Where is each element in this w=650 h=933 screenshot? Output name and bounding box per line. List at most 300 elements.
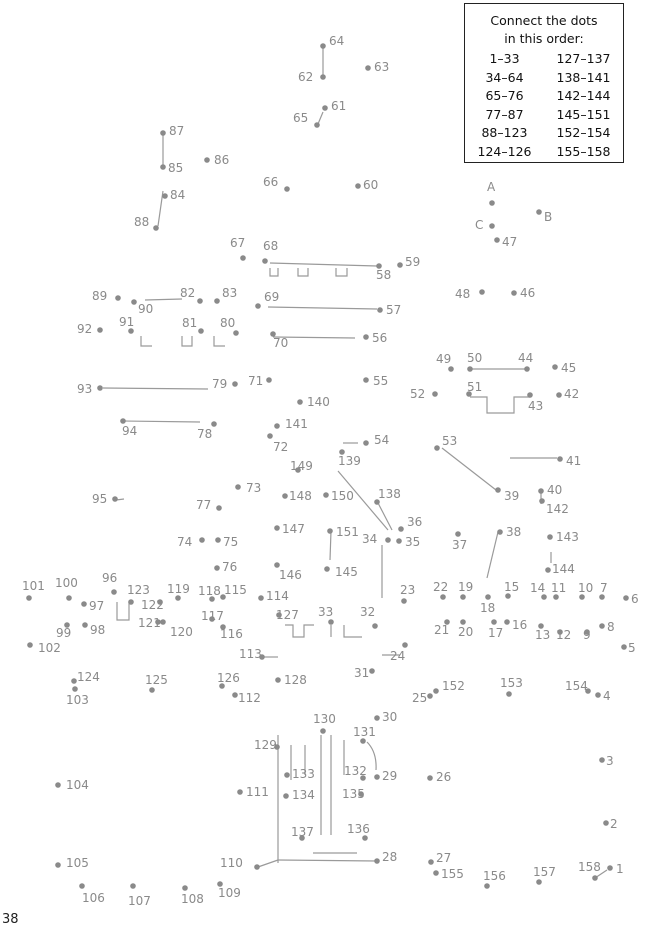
dot-marker: [160, 164, 166, 170]
dot-label: 14: [530, 581, 546, 595]
dot-label: 113: [239, 647, 262, 661]
dot-label: 146: [279, 568, 302, 582]
dot-label: 13: [535, 628, 551, 642]
dot-32: [360, 605, 378, 629]
dot-marker: [484, 883, 490, 889]
dot-label: 58: [376, 268, 392, 282]
dot-label: 108: [181, 892, 204, 906]
dot-marker: [432, 391, 438, 397]
dot-marker: [111, 589, 117, 595]
dot-label: 56: [372, 331, 388, 345]
dot-marker: [66, 595, 72, 601]
dot-marker: [556, 392, 562, 398]
dot-27: [428, 851, 451, 865]
dot-61: [322, 99, 346, 113]
dot-83: [214, 286, 237, 304]
dot-label: 107: [128, 894, 151, 908]
dot-30: [374, 710, 397, 724]
segment: [470, 397, 530, 413]
segment: [103, 388, 208, 389]
dot-147: [274, 522, 305, 536]
dot-86: [204, 153, 229, 167]
dot-marker: [240, 255, 246, 261]
dot-124: [71, 670, 100, 684]
dot-label: 97: [89, 599, 105, 613]
dot-137: [291, 825, 314, 841]
dot-label: 141: [285, 417, 308, 431]
dot-marker: [491, 619, 497, 625]
range-row: [465, 143, 623, 162]
dot-label: 155: [441, 867, 464, 881]
dot-15: [504, 580, 519, 599]
dot-marker: [274, 423, 280, 429]
dot-156: [483, 869, 506, 889]
dot-marker: [552, 364, 558, 370]
dot-label: 156: [483, 869, 506, 883]
dot-92: [77, 322, 103, 336]
dot-22: [433, 580, 448, 600]
dot-label: 64: [329, 34, 345, 48]
dot-label: 132: [344, 764, 367, 778]
dot-145: [324, 565, 358, 579]
range-cell: 138–141: [556, 69, 611, 85]
dot-marker: [547, 534, 553, 540]
dot-marker: [538, 488, 544, 494]
dot-label: 47: [502, 235, 518, 249]
range-cell: 34–64: [485, 69, 524, 85]
dot-72: [267, 433, 288, 454]
dot-20: [458, 619, 473, 639]
dot-93: [77, 382, 103, 396]
dot-66: [263, 175, 290, 192]
dot-68: [262, 239, 278, 264]
dot-69: [255, 290, 279, 309]
dot-98: [82, 622, 105, 637]
segment: [270, 268, 347, 276]
dot-label: 131: [353, 725, 376, 739]
dot-37: [452, 531, 467, 552]
dot-label: 25: [412, 691, 428, 705]
dot-48: [455, 287, 485, 301]
dot-label: 39: [504, 489, 520, 503]
dot-marker: [460, 594, 466, 600]
dot-24: [390, 642, 408, 663]
dot-marker: [275, 677, 281, 683]
dot-marker: [527, 392, 533, 398]
dot-label: 4: [603, 689, 611, 703]
dot-67: [230, 236, 246, 261]
dot-marker: [434, 445, 440, 451]
dot-label: 114: [266, 589, 289, 603]
dot-marker: [282, 493, 288, 499]
dots-layer: [22, 34, 639, 908]
dot-label: 17: [488, 626, 504, 640]
dot-36: [398, 515, 422, 532]
instructions-title-line: Connect the dots: [490, 13, 598, 28]
dot-marker: [365, 65, 371, 71]
dot-label: 80: [220, 316, 236, 330]
range-cell: 142–144: [556, 88, 611, 103]
dot-marker: [284, 186, 290, 192]
dot-marker: [182, 885, 188, 891]
dot-107: [128, 883, 151, 908]
dot-label: 48: [455, 287, 471, 301]
dot-marker: [120, 418, 126, 424]
dot-marker: [82, 622, 88, 628]
dot-118: [198, 584, 221, 602]
dot-label: A: [487, 180, 496, 194]
dot-label: 8: [607, 620, 615, 634]
dot-33: [318, 605, 334, 625]
dot-130: [313, 712, 336, 734]
dot-label: 45: [561, 361, 577, 375]
dot-64: [320, 34, 344, 49]
dot-152: [433, 679, 465, 694]
dot-10: [578, 581, 593, 600]
dot-149: [290, 459, 313, 473]
segment: [123, 421, 200, 422]
dot-marker: [197, 298, 203, 304]
dot-109: [217, 881, 241, 900]
dot-106: [79, 883, 105, 905]
dot-78: [197, 421, 217, 441]
dot-label: 70: [273, 336, 289, 350]
dot-label: 35: [405, 535, 421, 549]
dot-label: 24: [390, 649, 406, 663]
dot-99: [56, 622, 71, 640]
dot-58: [376, 263, 391, 282]
dot-6: [623, 592, 638, 606]
dot-label: 110: [220, 856, 243, 870]
dot-62: [298, 70, 326, 84]
dot-65: [293, 111, 320, 128]
dot-45: [552, 361, 576, 375]
dot-label: 105: [66, 856, 89, 870]
dot-label: 89: [92, 289, 108, 303]
dot-143: [547, 530, 579, 544]
dot-label: B: [544, 210, 553, 224]
dot-marker: [320, 74, 326, 80]
dot-label: 43: [528, 399, 544, 413]
dot-88: [134, 215, 159, 231]
dot-label: 66: [263, 175, 279, 189]
dot-marker: [433, 688, 439, 694]
dot-18: [480, 594, 495, 615]
dot-marker: [198, 328, 204, 334]
dot-label: 31: [354, 666, 370, 680]
dot-label: 143: [556, 530, 579, 544]
dot-marker: [115, 295, 121, 301]
dot-54: [363, 433, 389, 447]
dot-marker: [112, 496, 118, 502]
dot-label: 111: [246, 785, 269, 799]
dot-marker: [460, 619, 466, 625]
dot-marker: [27, 642, 33, 648]
dot-8: [599, 620, 614, 634]
range-row: [465, 69, 623, 88]
dot-marker: [603, 820, 609, 826]
dot-label: 158: [578, 860, 601, 874]
instructions-title-line: in this order:: [504, 31, 584, 46]
dot-49: [436, 352, 454, 372]
dot-82: [180, 286, 203, 304]
dot-label: 130: [313, 712, 336, 726]
dot-label: 126: [217, 671, 240, 685]
dot-59: [397, 255, 420, 269]
dot-label: 86: [214, 153, 230, 167]
dot-marker: [237, 789, 243, 795]
dot-125: [145, 673, 168, 693]
dot-84: [162, 188, 185, 202]
dot-label: 27: [436, 851, 452, 865]
dot-label: 93: [77, 382, 93, 396]
range-cell: 124–126: [477, 143, 532, 159]
dot-153: [500, 676, 523, 697]
dot-51: [466, 380, 482, 397]
dot-label: 147: [282, 522, 305, 536]
dot-81: [182, 316, 204, 334]
dot-28: [374, 850, 397, 864]
dot-138: [374, 487, 401, 505]
dot-marker: [467, 366, 473, 372]
dot-marker: [448, 366, 454, 372]
dot-122: [141, 598, 164, 612]
dot-76: [214, 560, 237, 574]
dot-25: [412, 691, 433, 705]
dot-marker: [595, 692, 601, 698]
dot-marker: [485, 594, 491, 600]
dot-label: 60: [363, 178, 379, 192]
dot-marker: [320, 728, 326, 734]
dot-144: [545, 562, 575, 576]
range-cell: 152–154: [556, 125, 611, 140]
dot-marker: [149, 687, 155, 693]
dot-label: 138: [378, 487, 401, 501]
dot-marker: [55, 782, 61, 788]
dot-label: 81: [182, 316, 198, 330]
dot-marker: [81, 601, 87, 607]
dot-label: 57: [386, 303, 402, 317]
dot-marker: [71, 678, 77, 684]
dot-marker: [324, 566, 330, 572]
dot-marker: [175, 595, 181, 601]
dot-label: 79: [212, 377, 228, 391]
dot-marker: [363, 334, 369, 340]
dot-marker: [355, 183, 361, 189]
dot-53: [434, 434, 457, 451]
dot-label: 65: [293, 111, 309, 125]
dot-label: 23: [400, 583, 416, 597]
dot-55: [363, 374, 388, 388]
dot-label: 20: [458, 625, 474, 639]
dot-label: 106: [82, 891, 105, 905]
dot-46: [511, 286, 535, 300]
dot-11: [551, 581, 566, 600]
dot-marker: [162, 193, 168, 199]
dot-marker: [323, 492, 329, 498]
segment: [487, 532, 498, 578]
dot-label: 90: [138, 302, 154, 316]
dot-label: 124: [77, 670, 100, 684]
dot-35: [396, 535, 420, 549]
dot-label: 18: [480, 601, 496, 615]
dot-marker: [131, 299, 137, 305]
segment: [330, 531, 331, 560]
dot-label: 19: [458, 580, 474, 594]
dot-42: [556, 387, 579, 401]
dot-label: 136: [347, 822, 370, 836]
dot-23: [400, 583, 415, 604]
dot-marker: [320, 43, 326, 49]
dot-label: 123: [127, 583, 150, 597]
dot-139: [338, 449, 361, 468]
dot-label: 116: [220, 627, 243, 641]
dot-155: [433, 867, 464, 881]
dot-label: 148: [289, 489, 312, 503]
dot-label: 94: [122, 424, 138, 438]
dot-103: [66, 686, 89, 707]
dot-108: [181, 885, 204, 906]
dot-marker: [160, 130, 166, 136]
dot-label: 33: [318, 605, 334, 619]
dot-marker: [592, 875, 598, 881]
range-cell: 155–158: [556, 143, 611, 159]
dot-63: [365, 60, 389, 74]
dot-label: 54: [374, 433, 390, 447]
dot-label: 15: [504, 580, 520, 594]
dot-label: 118: [198, 584, 221, 598]
dot-label: 142: [546, 502, 569, 516]
dot-label: 103: [66, 693, 89, 707]
dot-marker: [363, 440, 369, 446]
dot-87: [160, 124, 184, 138]
dot-label: 22: [433, 580, 449, 594]
dot-label: 95: [92, 492, 108, 506]
dot-marker: [397, 262, 403, 268]
dot-marker: [440, 594, 446, 600]
dot-label: 120: [170, 625, 193, 639]
range-cell: 65–76: [485, 88, 524, 103]
dot-13: [535, 623, 550, 642]
dot-157: [533, 865, 556, 885]
segment: [278, 860, 377, 861]
dot-34: [362, 532, 391, 546]
dot-3: [599, 754, 613, 768]
dot-5: [621, 641, 635, 655]
range-cell: 1–33: [489, 51, 520, 66]
dot-60: [355, 178, 378, 192]
dot-marker: [274, 525, 280, 531]
dot-marker: [214, 298, 220, 304]
dot-marker: [297, 399, 303, 405]
dot-104: [55, 778, 89, 792]
dot-label: 152: [442, 679, 465, 693]
dot-1: [607, 862, 623, 876]
dot-A: [487, 180, 496, 206]
dot-97: [81, 599, 104, 613]
dot-119: [167, 582, 190, 601]
dot-136: [347, 822, 370, 841]
dot-52: [410, 387, 438, 401]
dot-label: 37: [452, 538, 468, 552]
dot-label: 51: [467, 380, 483, 394]
dot-label: 133: [292, 767, 315, 781]
dot-112: [232, 691, 261, 705]
dot-label: 32: [360, 605, 376, 619]
dot-label: 29: [382, 769, 398, 783]
dot-marker: [216, 505, 222, 511]
dot-label: 53: [442, 434, 458, 448]
dot-148: [282, 489, 312, 503]
dot-label: 82: [180, 286, 196, 300]
segment: [318, 112, 323, 124]
range-cell: 77–87: [485, 106, 524, 122]
range-row: [465, 50, 623, 69]
dot-label: 144: [552, 562, 575, 576]
dot-label: 109: [218, 886, 241, 900]
dot-label: 38: [506, 525, 522, 539]
dot-label: 63: [374, 60, 390, 74]
dot-label: 102: [38, 641, 61, 655]
instructions-range-table: [465, 50, 623, 161]
dot-label: 61: [331, 99, 347, 113]
dot-31: [354, 666, 375, 680]
dot-label: 151: [336, 525, 359, 539]
dot-label: 137: [291, 825, 314, 839]
dot-129: [254, 738, 280, 752]
dot-marker: [327, 528, 333, 534]
dot-label: 74: [177, 535, 193, 549]
dot-label: 26: [436, 770, 452, 784]
dot-marker: [128, 328, 134, 334]
dot-marker: [599, 623, 605, 629]
dot-marker: [495, 487, 501, 493]
dot-71: [248, 374, 272, 388]
dot-label: 157: [533, 865, 556, 879]
dot-marker: [427, 775, 433, 781]
dot-marker: [433, 870, 439, 876]
dot-marker: [274, 562, 280, 568]
dot-9: [583, 628, 591, 642]
dot-label: 34: [362, 532, 378, 546]
dot-label: 104: [66, 778, 89, 792]
dot-marker: [215, 537, 221, 543]
dot-95: [92, 492, 118, 506]
dot-label: 134: [292, 788, 315, 802]
dot-96: [102, 571, 117, 595]
dot-label: 85: [168, 161, 184, 175]
dot-140: [297, 395, 330, 409]
dot-121: [138, 616, 161, 630]
dot-marker: [372, 623, 378, 629]
dot-marker: [204, 157, 210, 163]
dot-label: 150: [331, 489, 354, 503]
dot-154: [565, 679, 591, 694]
dot-131: [353, 725, 376, 744]
instructions-title: [465, 12, 623, 48]
dot-label: 11: [551, 581, 567, 595]
dot-75: [215, 535, 238, 549]
dot-41: [557, 454, 581, 468]
dot-marker: [363, 377, 369, 383]
dot-marker: [494, 237, 500, 243]
dot-label: 76: [222, 560, 238, 574]
dot-marker: [479, 289, 485, 295]
dot-label: 59: [405, 255, 421, 269]
dot-115: [220, 583, 247, 600]
dot-marker: [553, 594, 559, 600]
segment: [145, 299, 182, 300]
